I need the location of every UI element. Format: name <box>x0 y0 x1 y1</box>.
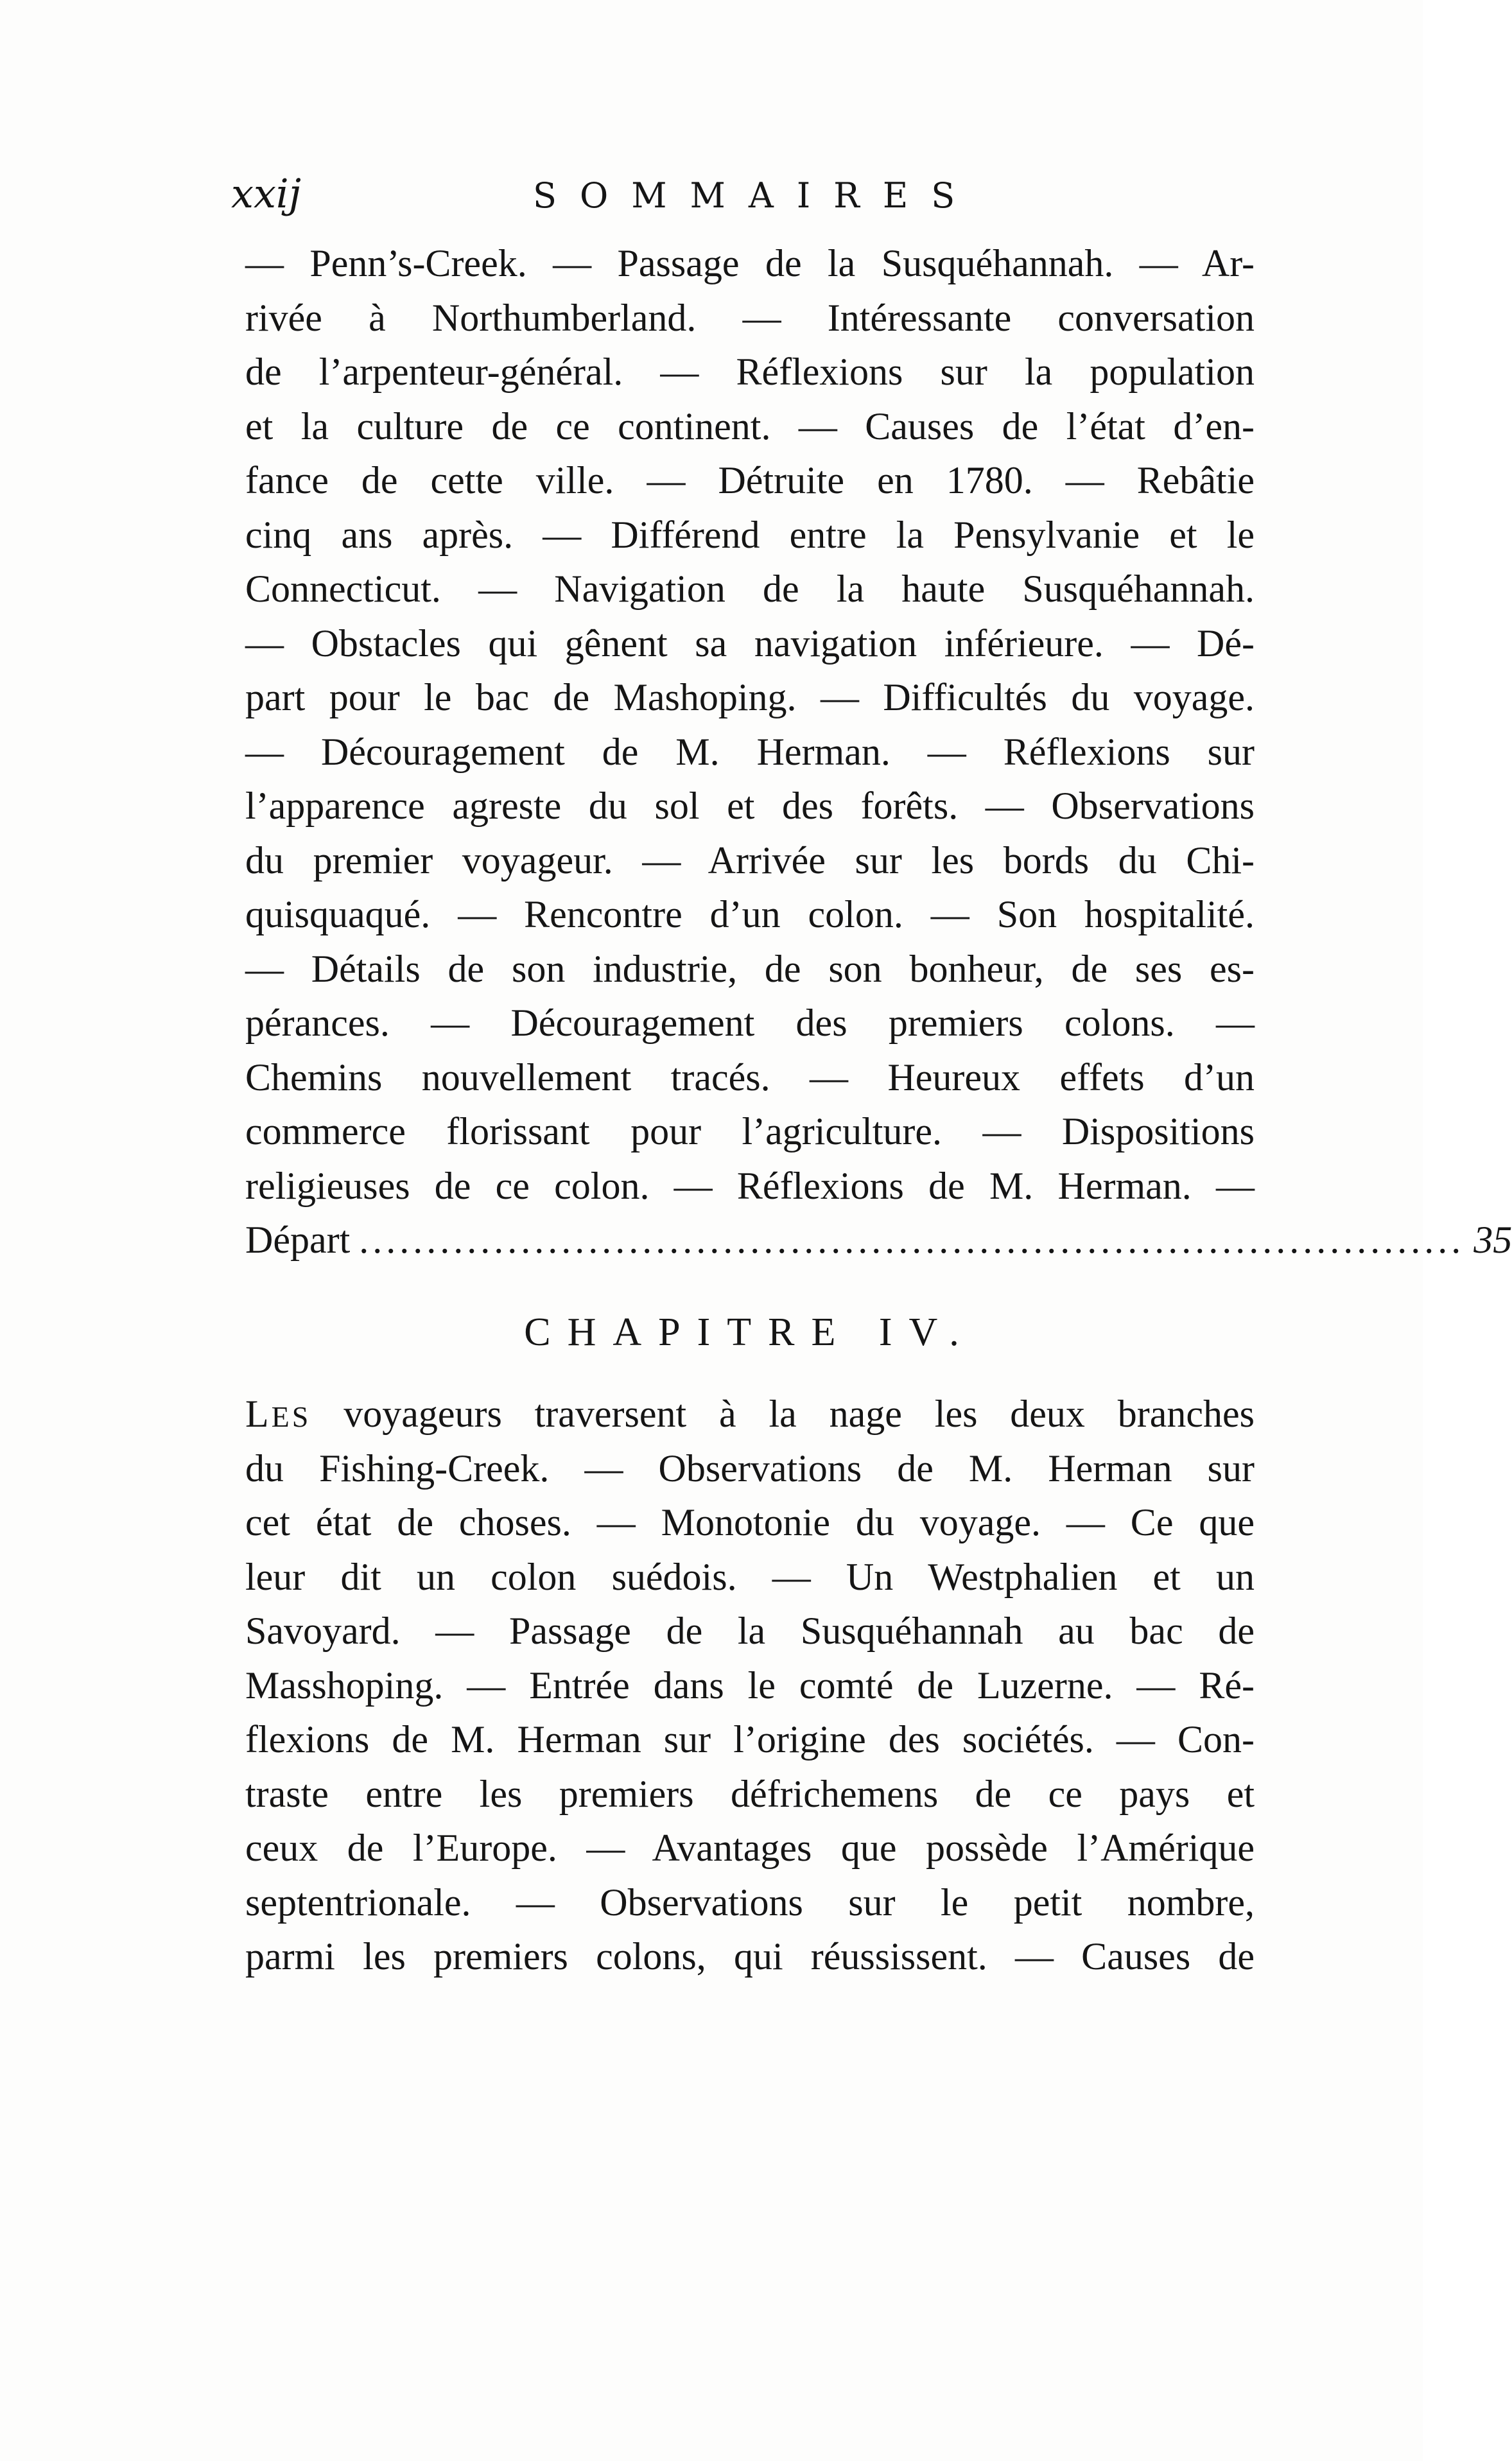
summary-line: — Découragement de M. Herman. — Réflexions sur <box>245 730 1255 773</box>
summary-line: l’apparence agreste du sol et des forêts. — Observations <box>245 785 1255 827</box>
toc-entry <box>245 1213 1512 1267</box>
summary-line: commerce florissant pour l’agriculture. — Dispositions <box>245 1110 1255 1152</box>
summary-line: part pour le bac de Mashoping. — Difficultés du voyage. <box>245 676 1255 718</box>
chapter-heading: CHAPITRE IV. <box>524 1310 976 1354</box>
chapter-line: cet état de choses. — Monotonie du voyage. — Ce que <box>245 1501 1255 1544</box>
chapter-line: traste entre les premiers défrichemens de ce pays et <box>245 1772 1255 1815</box>
summary-line: — Détails de son industrie, de son bonheur, de ses es- <box>245 947 1255 990</box>
chapter-iv-summary <box>245 1387 1255 1984</box>
summary-line: du premier voyageur. — Arrivée sur les bords du Chi- <box>245 839 1255 882</box>
chapter-line: flexions de M. Herman sur l’origine des sociétés. — Con- <box>245 1718 1255 1761</box>
opening-initial <box>245 1393 311 1435</box>
chapter-line: septentrionale. — Observations sur le petit nombre, <box>245 1881 1255 1924</box>
chapter-line: parmi les premiers colons, qui réussissent. — Causes de <box>245 1935 1255 1978</box>
summary-line: — Penn’s-Creek. — Passage de la Susquéhannah. — Ar- <box>245 242 1255 284</box>
chapter-iii-summary <box>245 236 1512 1267</box>
initial-letter: L <box>245 1393 272 1435</box>
chapter-line-text: voyageurs traversent à la nage les deux branches <box>311 1393 1255 1435</box>
summary-line: et la culture de ce continent. — Causes de l’état d’en- <box>245 404 1255 448</box>
summary-line: Connecticut. — Navigation de la haute Susquéhannah. <box>245 568 1255 610</box>
chapter-line: ceux de l’Europe. — Avantages que possède l’Amérique <box>245 1827 1255 1869</box>
summary-line: — Obstacles qui gênent sa navigation inférieure. — Dé- <box>245 622 1255 665</box>
summary-line: Chemins nouvellement tracés. — Heureux effets d’un <box>245 1056 1255 1099</box>
toc-entry-label: Départ <box>245 1219 351 1261</box>
page-folio: xxij <box>231 170 301 217</box>
chapter-line: leur dit un colon suédois. — Un Westphalien et un <box>245 1555 1255 1598</box>
chapter-line: Savoyard. — Passage de la Susquéhannah au bac de <box>245 1610 1255 1652</box>
toc-page-number: 35 <box>1473 1219 1512 1261</box>
page-header <box>231 164 1258 234</box>
summary-line: cinq ans après. — Différend entre la Pensylvanie et le <box>245 513 1255 556</box>
chapter-line: du Fishing-Creek. — Observations de M. Herman sur <box>245 1447 1255 1490</box>
summary-line: pérances. — Découragement des premiers colons. — <box>245 1002 1255 1044</box>
chapter-line: Masshoping. — Entrée dans le comté de Luzerne. — Ré- <box>245 1664 1255 1707</box>
summary-line: de l’arpenteur-général. — Réflexions sur la population <box>245 351 1255 393</box>
running-title: SOMMAIRES <box>533 175 978 216</box>
summary-line: quisquaqué. — Rencontre d’un colon. — Son hospitalité. <box>245 893 1255 935</box>
chapter-line <box>245 1387 1255 1441</box>
summary-line: rivée à Northumberland. — Intéressante conversation <box>245 296 1255 339</box>
summary-line: religieuses de ce colon. — Réflexions de M. Herman. — <box>245 1164 1255 1207</box>
summary-line: fance de cette ville. — Détruite en 1780. — Rebâtie <box>245 459 1255 501</box>
dot-leader: .................................................................................. <box>359 1219 1465 1261</box>
initial-small-caps: ES <box>271 1400 311 1433</box>
